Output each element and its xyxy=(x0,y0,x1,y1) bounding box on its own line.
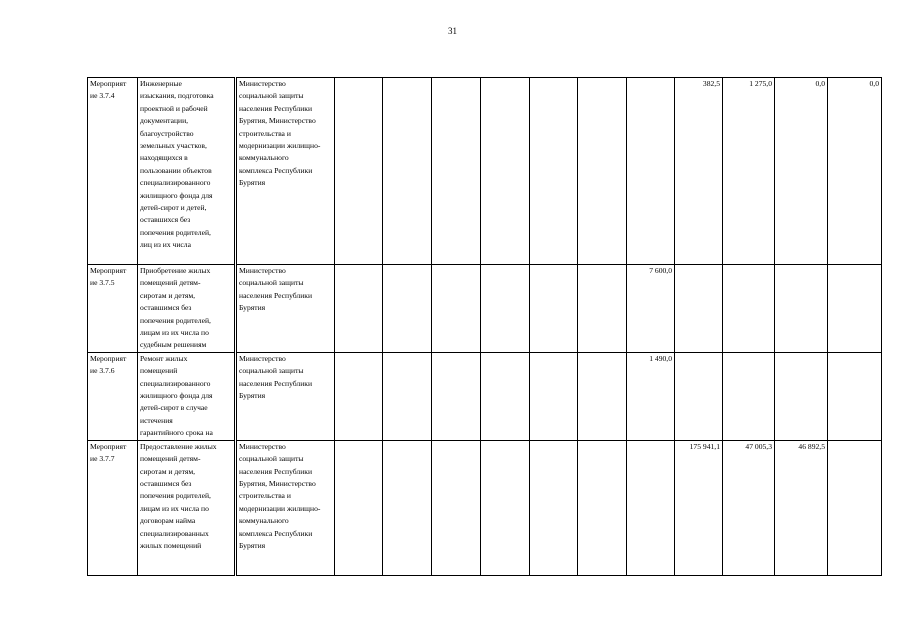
page-number: 31 xyxy=(448,26,457,36)
table-row xyxy=(88,265,882,353)
executor-cell: Министерство социальной защиты населения Республики Бурятия, Министерство строительства и модернизации жилищно- коммунального комплекса Республики Бурятия xyxy=(236,440,335,575)
value-cell xyxy=(578,352,627,440)
executor-cell: Министерство социальной защиты населения Республики Бурятия xyxy=(236,352,335,440)
value-cell xyxy=(828,265,882,353)
value-cell xyxy=(383,265,432,353)
program-table xyxy=(87,77,882,576)
value-cell: 0,0 xyxy=(775,78,828,265)
value-cell: 7 600,0 xyxy=(627,265,675,353)
activity-name-cell: Ремонт жилых помещений специализированного жилищного фонда для детей-сирот в случае истечения гарантийного срока на xyxy=(138,352,236,440)
activity-code-cell: Мероприят ие 3.7.7 xyxy=(88,440,138,575)
value-cell xyxy=(775,352,828,440)
table-row xyxy=(88,440,882,575)
value-cell xyxy=(828,440,882,575)
value-cell xyxy=(383,440,432,575)
value-cell xyxy=(335,440,383,575)
value-cell xyxy=(383,352,432,440)
executor-cell: Министерство социальной защиты населения Республики Бурятия, Министерство строительства и модернизации жилищно- коммунального комплекса Республики Бурятия xyxy=(236,78,335,265)
activity-name-cell: Инженерные изыскания, подготовка проектной и рабочей документации, благоустройство земельных участков, находящихся в пользовании объектов специализированного жилищного фонда для детей-сирот и детей, оставшихся без попечения родителей, лиц из их числа xyxy=(138,78,236,265)
value-cell xyxy=(775,265,828,353)
value-cell: 175 941,1 xyxy=(675,440,723,575)
value-cell xyxy=(481,265,530,353)
value-cell xyxy=(675,352,723,440)
value-cell xyxy=(828,352,882,440)
value-cell xyxy=(383,78,432,265)
value-cell xyxy=(675,265,723,353)
value-cell: 1 490,0 xyxy=(627,352,675,440)
value-cell: 0,0 xyxy=(828,78,882,265)
value-cell xyxy=(432,78,481,265)
value-cell xyxy=(530,440,578,575)
activity-code-cell: Мероприят ие 3.7.4 xyxy=(88,78,138,265)
value-cell xyxy=(481,440,530,575)
value-cell xyxy=(432,265,481,353)
value-cell: 382,5 xyxy=(675,78,723,265)
table-row xyxy=(88,352,882,440)
value-cell xyxy=(578,78,627,265)
value-cell xyxy=(432,440,481,575)
value-cell xyxy=(627,78,675,265)
value-cell xyxy=(723,265,775,353)
value-cell xyxy=(627,440,675,575)
value-cell xyxy=(723,352,775,440)
value-cell xyxy=(578,440,627,575)
value-cell xyxy=(578,265,627,353)
value-cell xyxy=(481,78,530,265)
value-cell xyxy=(432,352,481,440)
activity-name-cell: Приобретение жилых помещений детям- сиротам и детям, оставшимся без попечения родителей, лицам из их числа по судебным решениям xyxy=(138,265,236,353)
value-cell xyxy=(335,78,383,265)
activity-code-cell: Мероприят ие 3.7.6 xyxy=(88,352,138,440)
value-cell: 1 275,0 xyxy=(723,78,775,265)
value-cell xyxy=(481,352,530,440)
value-cell xyxy=(530,265,578,353)
value-cell xyxy=(335,265,383,353)
activity-name-cell: Предоставление жилых помещений детям- сиротам и детям, оставшимся без попечения родителей, лицам из их числа по договорам найма специализированных жилых помещений xyxy=(138,440,236,575)
value-cell xyxy=(530,352,578,440)
value-cell xyxy=(530,78,578,265)
activity-code-cell: Мероприят ие 3.7.5 xyxy=(88,265,138,353)
value-cell: 47 005,3 xyxy=(723,440,775,575)
value-cell: 46 892,5 xyxy=(775,440,828,575)
table-row xyxy=(88,78,882,265)
executor-cell: Министерство социальной защиты населения Республики Бурятия xyxy=(236,265,335,353)
value-cell xyxy=(335,352,383,440)
